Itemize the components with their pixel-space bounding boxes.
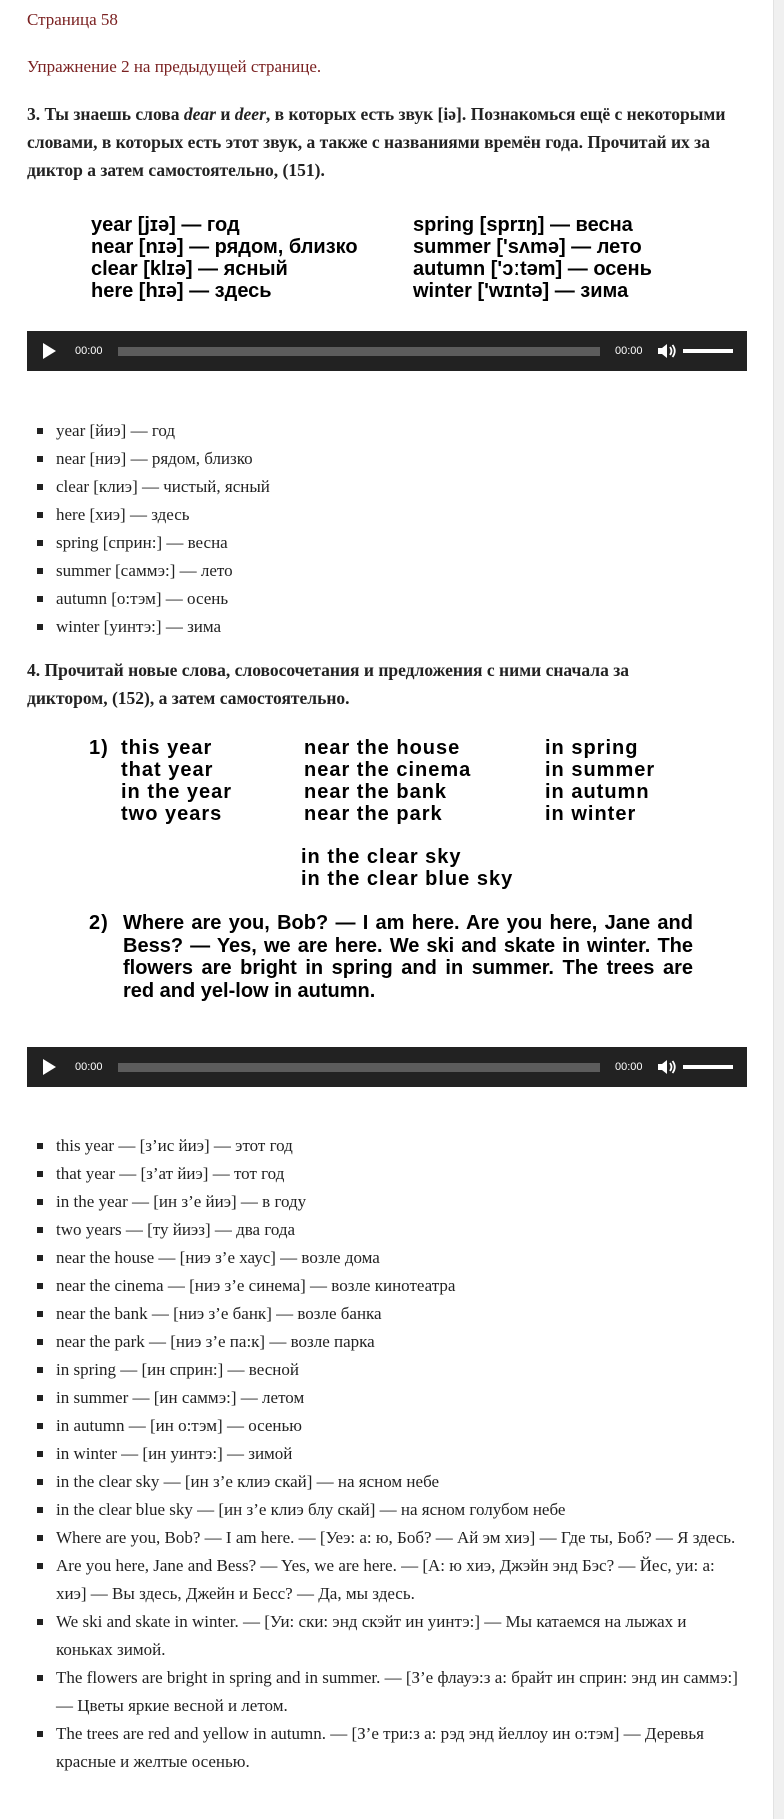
current-time: 00:00 xyxy=(75,345,103,357)
list-item: year [йиэ] — год xyxy=(27,417,747,445)
list-item: autumn [о:тэм] — осень xyxy=(27,585,747,613)
phrase: near the cinema xyxy=(304,759,472,781)
task-3-word-deer: deer xyxy=(234,104,266,124)
list-item: two years — [ту йиэз] — два года xyxy=(27,1216,747,1244)
vocab-spring: spring [sprɪŋ] — весна xyxy=(413,214,633,236)
page-title: Страница 58 xyxy=(27,10,118,29)
volume-icon[interactable] xyxy=(657,342,677,360)
phrase: that year xyxy=(121,759,214,781)
list-item: clear [клиэ] — чистый, ясный xyxy=(27,473,747,501)
vocab-winter: winter ['wɪntə] — зима xyxy=(413,280,629,302)
task-4-heading: 4. Прочитай новые слова, словосочетания и предложения с ними сначала за диктором, (152), а затем самостоятельно. xyxy=(27,660,629,708)
phrase: this year xyxy=(121,737,213,759)
phrase: two years xyxy=(121,803,223,825)
list-item: near the park — [ниэ з’е па:к] — возле парка xyxy=(27,1328,747,1356)
list-item: The trees are red and yellow in autumn. — [З’е три:з а: рэд энд йеллоу ин о:тэм] — Деревья красные и желтые осенью. xyxy=(27,1720,747,1776)
previous-page-note: Упражнение 2 на предыдущей странице. xyxy=(27,57,322,76)
list-item: in spring — [ин сприн:] — весной xyxy=(27,1356,747,1384)
phrases-transcription-list xyxy=(27,1132,747,1776)
vocab-near: near [nɪə] — рядом, близко xyxy=(91,236,358,258)
list-item: We ski and skate in winter. — [Уи: ски: энд скэйт ин уинтэ:] — Мы катаемся на лыжах и коньках зимой. xyxy=(27,1608,747,1664)
seek-bar[interactable] xyxy=(118,347,600,356)
list-item: summer [саммэ:] — лето xyxy=(27,557,747,585)
task-3-text-part-3: , в которых есть звук [iə]. Познакомься ещё с некоторыми словами, в которых есть этот звук, а также с названиями времён года. Прочитай их за диктор а затем самостоятельно, (151). xyxy=(27,104,726,180)
list-item: Where are you, Bob? — I am here. — [Уеэ: а: ю, Боб? — Ай эм хиэ] — Где ты, Боб? — Я здесь. xyxy=(27,1524,747,1552)
phrase: near the house xyxy=(304,737,461,759)
vocab-summer: summer ['sʌmə] — лето xyxy=(413,236,642,258)
section-number-1: 1) xyxy=(89,737,109,759)
list-item: in winter — [ин уинтэ:] — зимой xyxy=(27,1440,747,1468)
page-scrollbar[interactable] xyxy=(773,0,784,1819)
list-item: in the clear blue sky — [ин з’е клиэ блу скай] — на ясном голубом небе xyxy=(27,1496,747,1524)
dialogue-paragraph: Where are you, Bob? — I am here. Are you here, Jane and Bess? — Yes, we are here. We ski and skate in winter. The flowers are bright in spring and in summer. The trees are red and yel-low in autumn. xyxy=(123,912,693,1002)
vocabulary-transcription-list xyxy=(27,417,747,641)
task-3-text-part-1: 3. Ты знаешь слова xyxy=(27,104,184,124)
phrase: in spring xyxy=(545,737,639,759)
list-item: in the clear sky — [ин з’е клиэ скай] — на ясном небе xyxy=(27,1468,747,1496)
list-item: here [хиэ] — здесь xyxy=(27,501,747,529)
play-icon[interactable] xyxy=(43,343,56,359)
vocab-clear: clear [klɪə] — ясный xyxy=(91,258,288,280)
list-item: in summer — [ин саммэ:] — летом xyxy=(27,1384,747,1412)
current-time: 00:00 xyxy=(75,1061,103,1073)
list-item: in autumn — [ин о:тэм] — осенью xyxy=(27,1412,747,1440)
vocab-here: here [hɪə] — здесь xyxy=(91,280,272,302)
play-icon[interactable] xyxy=(43,1059,56,1075)
phrase: in the clear sky xyxy=(301,846,462,868)
phrase: in the clear blue sky xyxy=(301,868,514,890)
textbook-phrases-image xyxy=(89,735,714,1025)
list-item: near the cinema — [ниэ з’е синема] — возле кинотеатра xyxy=(27,1272,747,1300)
list-item: spring [сприн:] — весна xyxy=(27,529,747,557)
task-3-text-part-2: и xyxy=(215,104,235,124)
phrase: in the year xyxy=(121,781,233,803)
phrase: in summer xyxy=(545,759,656,781)
vocab-year: year [jɪə] — год xyxy=(91,214,240,236)
audio-player-151 xyxy=(27,331,747,371)
list-item: near the house — [ниэ з’е хаус] — возле дома xyxy=(27,1244,747,1272)
task-3-word-dear: dear xyxy=(183,104,216,124)
list-item: near [ниэ] — рядом, близко xyxy=(27,445,747,473)
volume-slider[interactable] xyxy=(683,349,733,353)
list-item: that year — [з’ат йиэ] — тот год xyxy=(27,1160,747,1188)
phrase: in autumn xyxy=(545,781,650,803)
task-3-heading xyxy=(27,100,747,184)
section-number-2: 2) xyxy=(89,912,109,934)
duration-time: 00:00 xyxy=(615,345,643,357)
list-item: winter [уинтэ:] — зима xyxy=(27,613,747,641)
volume-icon[interactable] xyxy=(657,1058,677,1076)
duration-time: 00:00 xyxy=(615,1061,643,1073)
textbook-vocabulary-image xyxy=(91,212,731,312)
phrase: near the bank xyxy=(304,781,448,803)
list-item: near the bank — [ниэ з’е банк] — возле банка xyxy=(27,1300,747,1328)
list-item: in the year — [ин з’е йиэ] — в году xyxy=(27,1188,747,1216)
phrase: near the park xyxy=(304,803,443,825)
volume-slider[interactable] xyxy=(683,1065,733,1069)
list-item: Are you here, Jane and Bess? — Yes, we are here. — [А: ю хиэ, Джэйн энд Бэс? — Йес, уи: а: хиэ] — Вы здесь, Джейн и Бесс? — Да, мы здесь. xyxy=(27,1552,747,1608)
audio-player-152 xyxy=(27,1047,747,1087)
seek-bar[interactable] xyxy=(118,1063,600,1072)
phrase: in winter xyxy=(545,803,637,825)
list-item: The flowers are bright in spring and in summer. — [З’е флауэ:з а: брайт ин сприн: энд ин саммэ:] — Цветы яркие весной и летом. xyxy=(27,1664,747,1720)
list-item: this year — [з’ис йиэ] — этот год xyxy=(27,1132,747,1160)
vocab-autumn: autumn ['ɔːtəm] — осень xyxy=(413,258,652,280)
